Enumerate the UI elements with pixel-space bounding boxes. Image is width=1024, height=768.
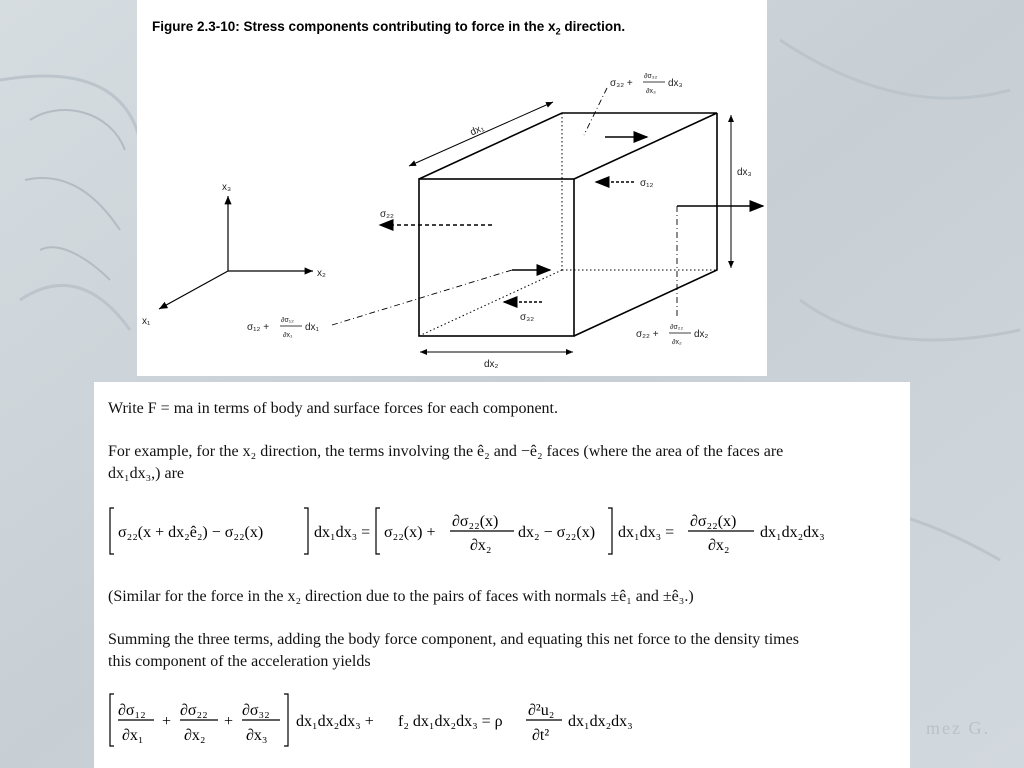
svg-text:dx₂ − σ₂₂(x): dx₂ − σ₂₂(x): [518, 524, 596, 541]
svg-text:∂σ₂₂(x): ∂σ₂₂(x): [452, 513, 499, 530]
stress-arrows: [380, 137, 763, 302]
svg-text:∂x₂: ∂x₂: [184, 727, 206, 744]
svg-text:∂x₃: ∂x₃: [646, 88, 656, 95]
sigma32-label: σ₃₂: [520, 312, 535, 323]
paragraph-example-line1: For example, for the x₂ direction, the terms involving the ê₂ and −ê₂ faces (where the area of the faces are: [108, 443, 784, 460]
svg-text:∂x₂: ∂x₂: [470, 537, 492, 554]
paragraph-newton: Write F = ma in terms of body and surface forces for each component.: [108, 400, 558, 417]
dx3-label: dx₃: [737, 167, 752, 178]
sigma32-expression: [610, 73, 683, 95]
svg-text:f₂ dx₁dx₂dx₃ = ρ: f₂ dx₁dx₂dx₃ = ρ: [398, 713, 503, 730]
svg-text:∂x₃: ∂x₃: [246, 727, 268, 744]
svg-text:+: +: [162, 713, 172, 730]
svg-text:σ₁₂ +: σ₁₂ +: [247, 322, 270, 333]
svg-text:∂²u₂: ∂²u₂: [528, 702, 555, 719]
svg-text:+: +: [224, 713, 234, 730]
svg-text:dx₃: dx₃: [668, 78, 683, 89]
svg-text:∂t²: ∂t²: [532, 727, 550, 744]
svg-text:∂σ₁₂: ∂σ₁₂: [118, 702, 146, 719]
svg-text:dx₁dx₂dx₃: dx₁dx₂dx₃: [568, 713, 633, 730]
paragraph-example-line2: dx₁dx₃,) are: [108, 465, 185, 482]
svg-text:∂σ₃₂: ∂σ₃₂: [242, 702, 270, 719]
dx1-label: dx₁: [468, 122, 486, 139]
sigma22-expression: [636, 324, 709, 346]
figure-caption: Figure 2.3-10: Stress components contributing to force in the $x_2$ direction.: [152, 19, 626, 37]
svg-text:dx₁dx₃ =: dx₁dx₃ =: [314, 524, 371, 541]
x3-axis-label: x₃: [222, 182, 232, 193]
x2-axis-label: x₂: [317, 268, 326, 279]
sigma22-label: σ₂₂: [380, 209, 394, 220]
svg-text:σ₂₂(x) +: σ₂₂(x) +: [384, 524, 436, 541]
svg-text:∂σ₃₂: ∂σ₃₂: [644, 73, 658, 80]
svg-text:∂x₁: ∂x₁: [283, 332, 293, 339]
svg-text:dx₁: dx₁: [305, 322, 319, 333]
dx2-label: dx₂: [484, 359, 499, 370]
svg-text:dx₁dx₂dx₃: dx₁dx₂dx₃: [760, 524, 825, 541]
svg-text:σ₃₂ +: σ₃₂ +: [610, 78, 633, 89]
svg-text:σ₂₂ +: σ₂₂ +: [636, 329, 659, 340]
paragraph-summing-line2: this component of the acceleration yields: [108, 653, 371, 670]
sigma12-expression: [247, 317, 320, 339]
svg-text:∂σ₁₂: ∂σ₁₂: [281, 317, 294, 324]
sigma12-label: σ₁₂: [640, 178, 654, 189]
svg-text:∂x₂: ∂x₂: [708, 537, 730, 554]
equation-motion: [108, 688, 768, 754]
paragraph-summing-line1: Summing the three terms, adding the body force component, and equating this net force to the density times: [108, 631, 799, 648]
svg-text:∂σ₂₂(x): ∂σ₂₂(x): [690, 513, 737, 530]
svg-text:σ₂₂(x + dx₂ê₂) − σ₂₂(x): σ₂₂(x + dx₂ê₂) − σ₂₂(x): [118, 524, 264, 541]
svg-text:∂x₂: ∂x₂: [672, 339, 682, 346]
x1-axis-label: x₁: [142, 316, 151, 327]
svg-text:∂σ₂₂: ∂σ₂₂: [180, 702, 208, 719]
figure-panel: [137, 0, 767, 376]
svg-text:dx₁dx₂dx₃ +: dx₁dx₂dx₃ +: [296, 713, 374, 730]
dimension-arrows: [409, 102, 731, 352]
coordinate-axes: [159, 196, 313, 309]
text-panel: [94, 382, 910, 768]
stress-diagram: [137, 0, 767, 376]
watermark-text: mez G.: [926, 718, 990, 738]
svg-text:∂σ₂₂: ∂σ₂₂: [670, 324, 684, 331]
equation-face-forces: [108, 502, 898, 566]
svg-text:∂x₁: ∂x₁: [122, 727, 144, 744]
svg-text:dx₁dx₃ =: dx₁dx₃ =: [618, 524, 675, 541]
svg-text:dx₂: dx₂: [694, 329, 709, 340]
paragraph-similar: (Similar for the force in the x₂ direction due to the pairs of faces with normals ±ê₁ and ±ê₃.): [108, 588, 694, 605]
